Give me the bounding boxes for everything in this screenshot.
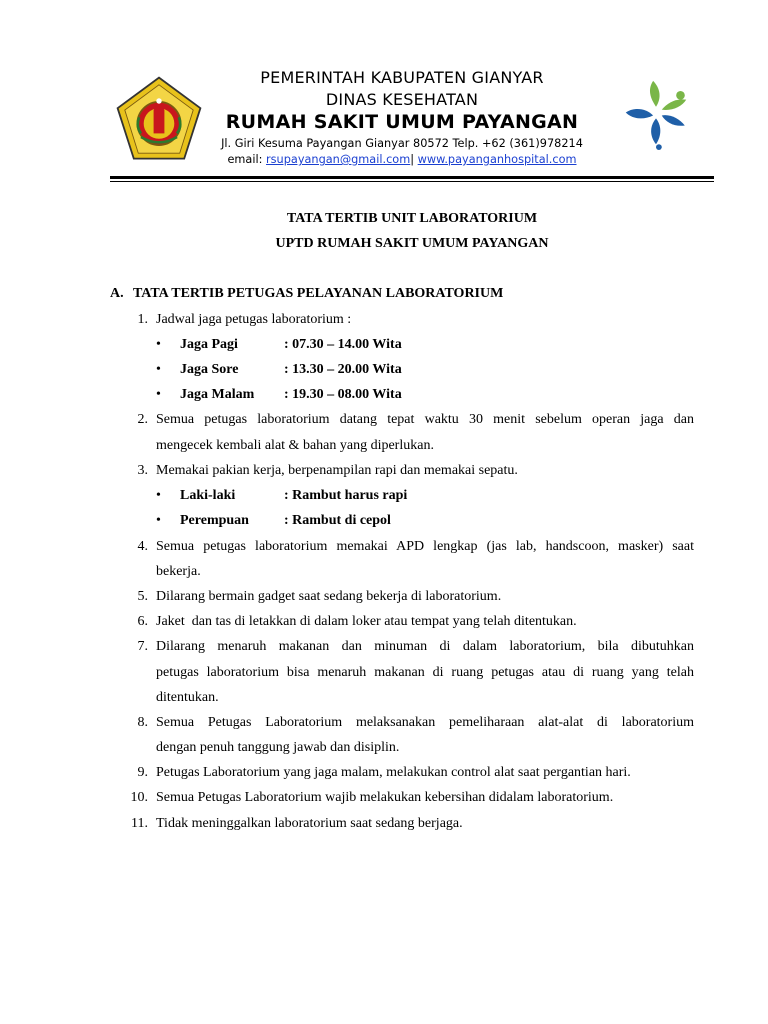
- list-item-text-cont: bekerja.: [156, 564, 201, 579]
- list-number: 4.: [137, 539, 148, 554]
- list-item-text: Semua Petugas Laboratorium wajib melakukan kebersihan didalam laboratorium.: [156, 790, 614, 805]
- list-number: 8.: [137, 715, 148, 730]
- government-name: PEMERINTAH KABUPATEN GIANYAR: [260, 68, 544, 87]
- document-subtitle: UPTD RUMAH SAKIT UMUM PAYANGAN: [275, 236, 549, 251]
- list-item-text: Semua Petugas Laboratorium melaksanakan pemeliharaan alat-alat di laboratorium: [156, 715, 694, 730]
- hospital-name: RUMAH SAKIT UMUM PAYANGAN: [225, 111, 579, 133]
- list-item-text: Petugas Laboratorium yang jaga malam, melakukan control alat saat pergantian hari.: [156, 765, 631, 780]
- section-letter: A.: [110, 286, 124, 301]
- shift-time: : 07.30 – 14.00 Wita: [284, 337, 402, 352]
- list-number: 6.: [137, 614, 148, 629]
- list-number: 2.: [137, 412, 148, 427]
- list-item-text-cont: dengan penuh tanggung jawab dan disiplin.: [156, 740, 400, 755]
- list-item-text: Memakai pakian kerja, berpenampilan rapi dan memakai sepatu.: [156, 463, 518, 478]
- list-item-text: Jaket dan tas di letakkan di dalam loker atau tempat yang telah ditentukan.: [156, 614, 577, 629]
- bullet: •: [156, 513, 161, 528]
- email-link[interactable]: rsupayangan@gmail.com: [266, 153, 411, 166]
- department-name: DINAS KESEHATAN: [325, 90, 479, 109]
- website-link[interactable]: www.payanganhospital.com: [417, 153, 577, 166]
- bullet: •: [156, 488, 161, 503]
- bullet: •: [156, 387, 161, 402]
- list-item-text-cont: mengecek kembali alat & bahan yang diperlukan.: [156, 438, 434, 453]
- email-label: email:: [227, 153, 267, 166]
- list-number: 3.: [137, 463, 148, 478]
- list-number: 5.: [137, 589, 148, 604]
- dress-rule: : Rambut di cepol: [284, 513, 391, 528]
- list-item-text: Jadwal jaga petugas laboratorium :: [156, 312, 352, 327]
- list-number: 1.: [137, 312, 148, 327]
- section-title: TATA TERTIB PETUGAS PELAYANAN LABORATORIUM: [133, 286, 504, 301]
- letterhead-divider: [110, 176, 714, 179]
- list-number: 11.: [131, 816, 148, 831]
- shift-label: Jaga Malam: [180, 387, 255, 402]
- shift-time: : 13.30 – 20.00 Wita: [284, 362, 402, 377]
- list-item-text: Semua petugas laboratorium memakai APD lengkap (jas lab, handscoon, masker) saat: [156, 539, 694, 554]
- contact-line: [160, 153, 644, 166]
- shift-label: Jaga Pagi: [180, 337, 238, 352]
- list-item-text: Tidak meninggalkan laboratorium saat sedang berjaga.: [156, 816, 463, 831]
- dress-rule: : Rambut harus rapi: [284, 488, 408, 503]
- list-number: 9.: [137, 765, 148, 780]
- list-number: 10.: [130, 790, 148, 805]
- address-line: Jl. Giri Kesuma Payangan Gianyar 80572 Telp. +62 (361)978214: [221, 137, 583, 150]
- bullet: •: [156, 337, 161, 352]
- list-item-text-cont: ditentukan.: [156, 690, 219, 705]
- contact-separator: |: [410, 153, 415, 166]
- dress-label: Laki-laki: [180, 488, 236, 503]
- list-number: 7.: [137, 639, 148, 654]
- letterhead-divider-thin: [110, 181, 714, 182]
- list-item-text: Dilarang bermain gadget saat sedang bekerja di laboratorium.: [156, 589, 502, 604]
- shift-time: : 19.30 – 08.00 Wita: [284, 387, 402, 402]
- list-item-text: Semua petugas laboratorium datang tepat waktu 30 menit sebelum operan jaga dan: [156, 412, 694, 427]
- list-item-text-cont: petugas laboratorium bisa menaruh makanan di ruang petugas atau di ruang yang telah: [156, 665, 694, 680]
- list-item-text: Dilarang menaruh makanan dan minuman di dalam laboratorium, bila dibutuhkan: [156, 639, 694, 654]
- dress-label: Perempuan: [180, 513, 249, 528]
- section-heading: [110, 286, 503, 302]
- shift-label: Jaga Sore: [180, 362, 239, 377]
- document-title: TATA TERTIB UNIT LABORATORIUM: [286, 211, 538, 226]
- bullet: •: [156, 362, 161, 377]
